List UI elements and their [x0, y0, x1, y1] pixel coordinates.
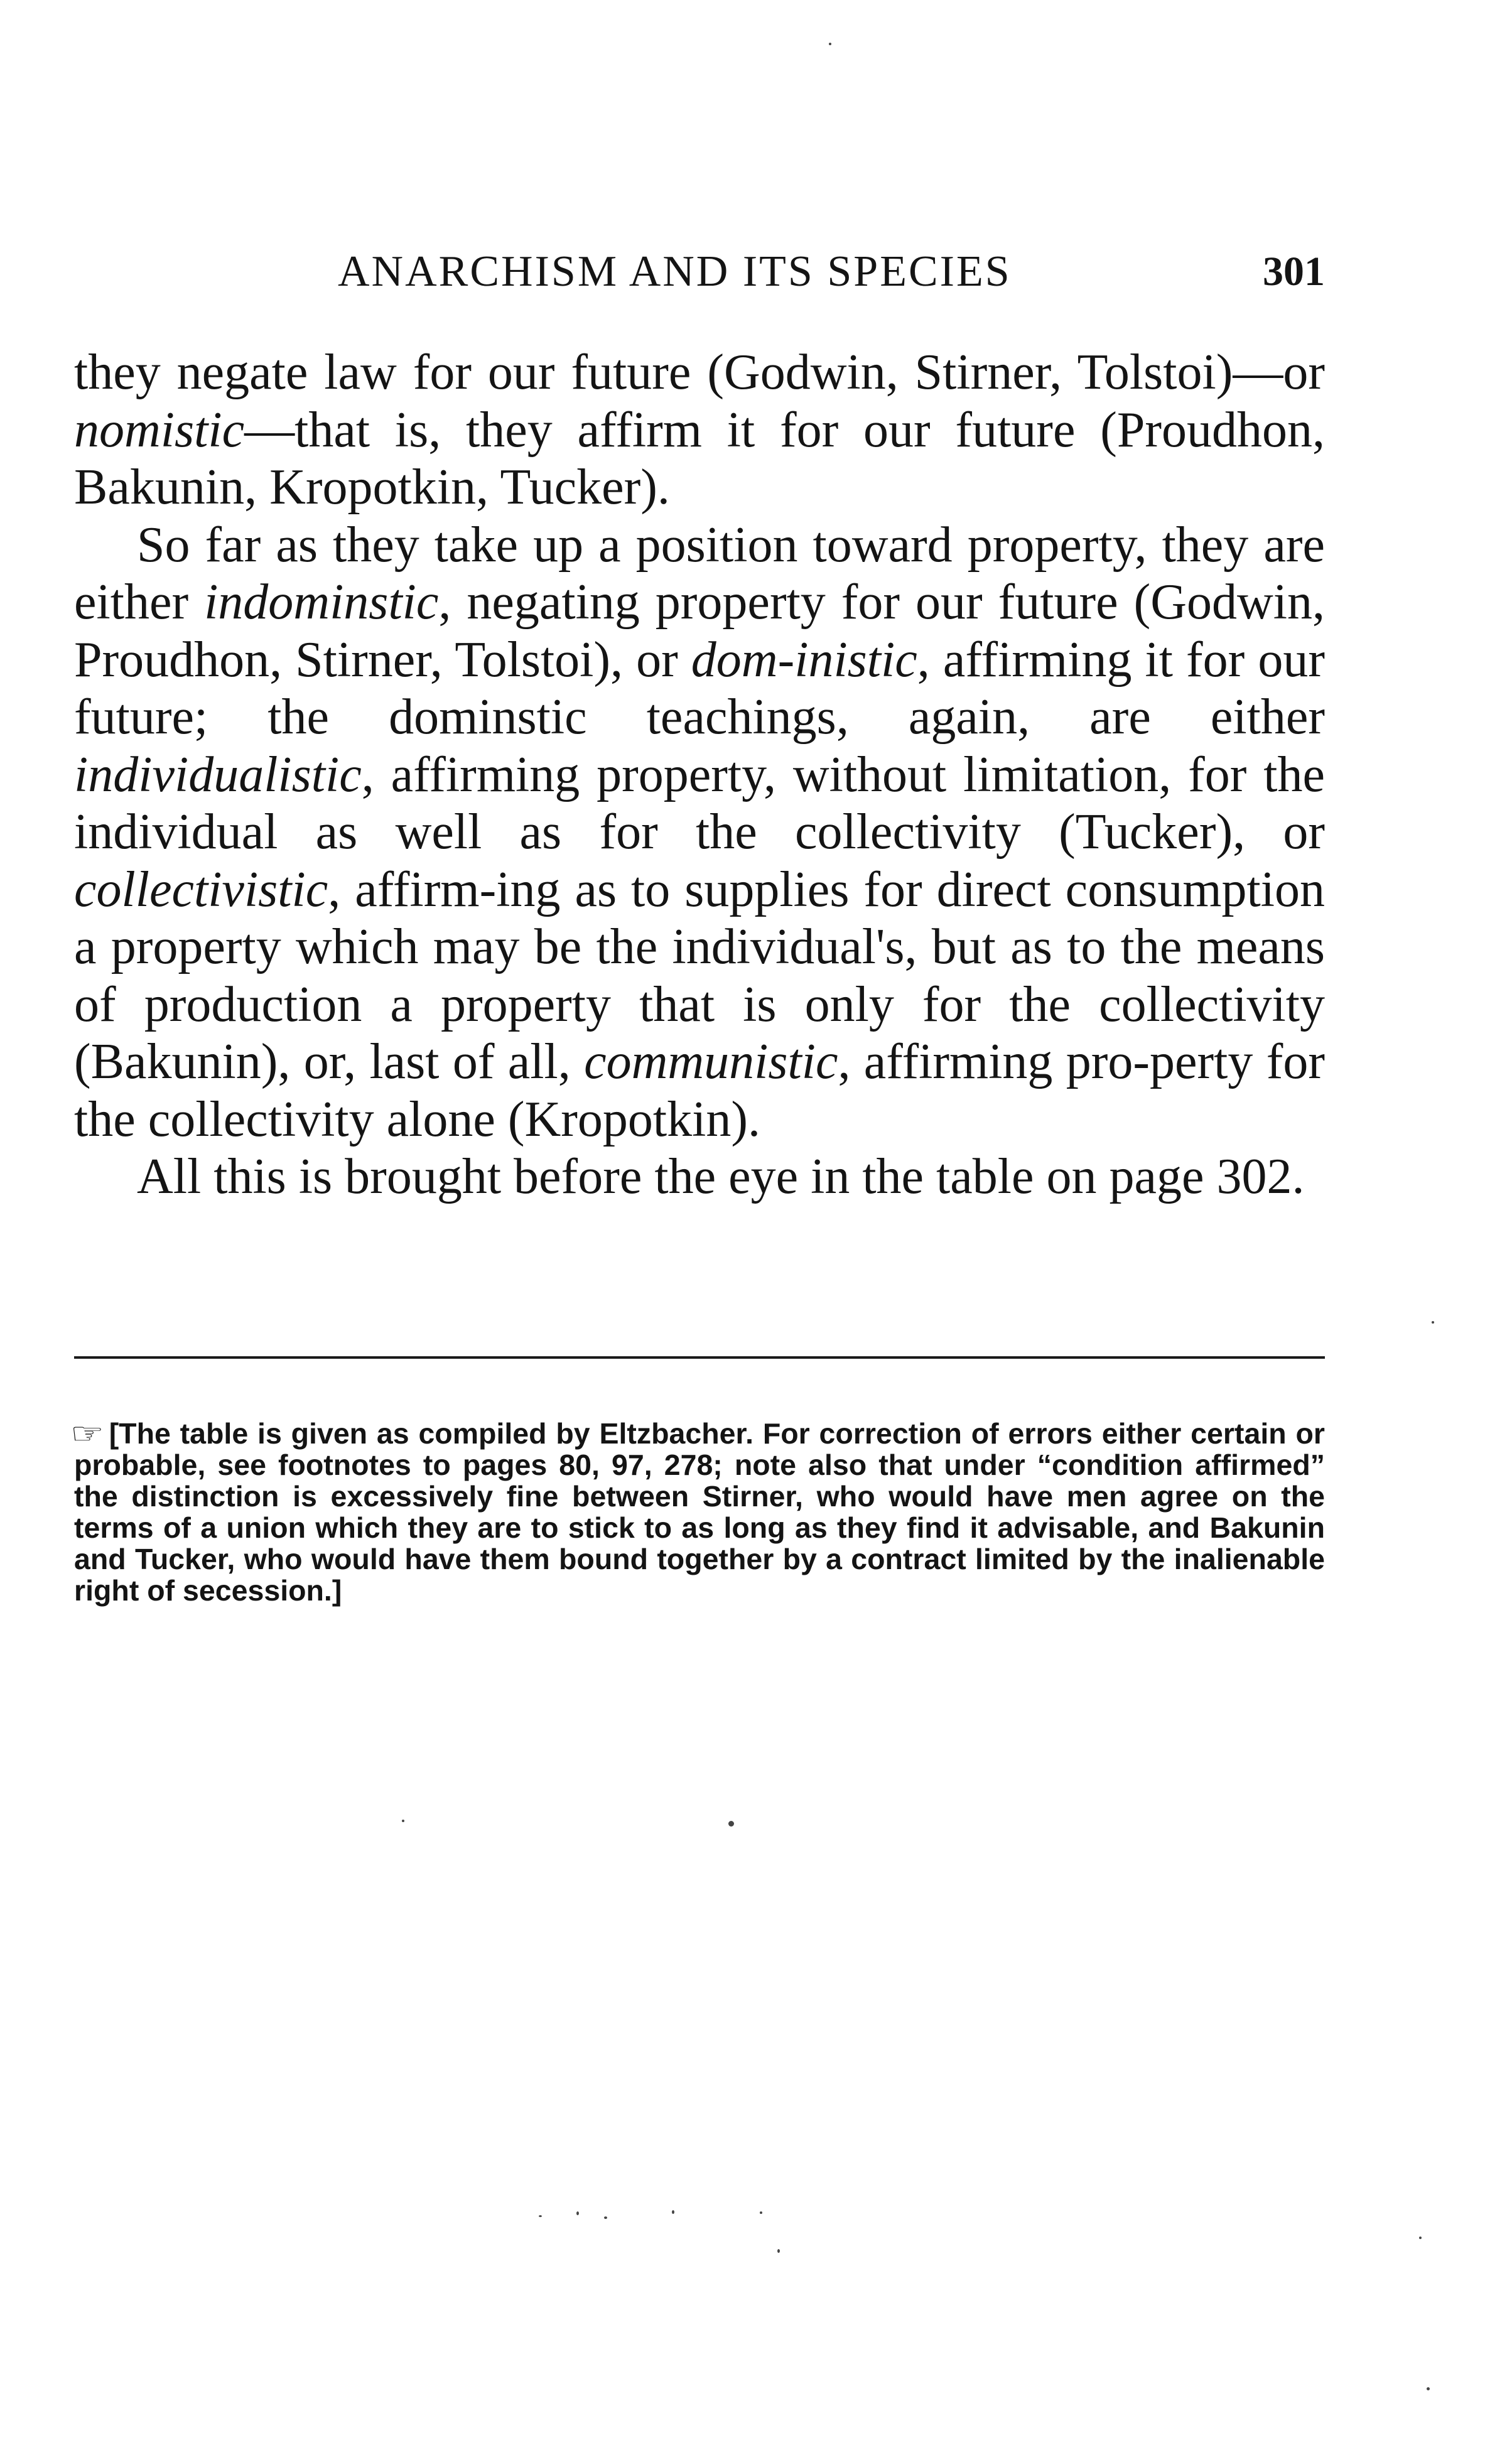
- pointing-hand-icon: ☞: [70, 1417, 104, 1450]
- footnote: [70, 1417, 1325, 1607]
- paragraph-2: So far as they take up a position toward property, they are either indominstic, negating property for our future (Godwin, Proudhon, Stirner, Tolstoi), or dom-inistic, affirming it for our future; the dominstic teachings, again, are either individualistic, affirming property, without limitation, for the individual as well as for the collectivity (Tucker), or collectivistic, affirm-ing as to supplies for direct consumption a property which may be the individual's, but as to the means of production a property that is only for the collectivity (Bakunin), or, last of all, communistic, affirming pro-perty for the collectivity alone (Kropotkin).: [74, 517, 1326, 1147]
- footnote-rule: [74, 1356, 1325, 1359]
- body-text: [74, 344, 1325, 1206]
- page-number: 301: [1263, 249, 1325, 294]
- scan-speck: [604, 2216, 607, 2219]
- scan-speck: [829, 43, 831, 45]
- scan-speck: [777, 2249, 780, 2253]
- footnote-text: [The table is given as compiled by Eltzbacher. For correction of errors either certain or probable, see footnotes to pages 80, 97, 278; note also that under “condition affirmed” the distinction is excessively fine between Stirner, who would have men agree on the terms of a union which they are to stick to as long as they find it advisable, and Bakunin and Tucker, who would have them bound together by a contract limited by the inalienable right of secession.]: [74, 1417, 1325, 1607]
- scan-speck: [1419, 2237, 1422, 2239]
- scan-speck: [1432, 1321, 1434, 1324]
- scan-speck: [539, 2215, 542, 2217]
- scan-speck: [672, 2210, 674, 2214]
- scan-speck: [576, 2211, 579, 2215]
- running-title: ANARCHISM AND ITS SPECIES: [338, 247, 1012, 296]
- paragraph-3: All this is brought before the eye in the table on page 302.: [137, 1149, 1305, 1204]
- scan-speck: [402, 1820, 404, 1822]
- scan-speck: [728, 1821, 734, 1827]
- paragraph-1: they negate law for our future (Godwin, Stirner, Tolstoi)—or nomistic—that is, they affirm it for our future (Proudhon, Bakunin, Kropotkin, Tucker).: [74, 345, 1325, 515]
- scan-speck: [760, 2211, 762, 2214]
- scan-speck: [1427, 2387, 1430, 2390]
- running-head: [74, 244, 1325, 300]
